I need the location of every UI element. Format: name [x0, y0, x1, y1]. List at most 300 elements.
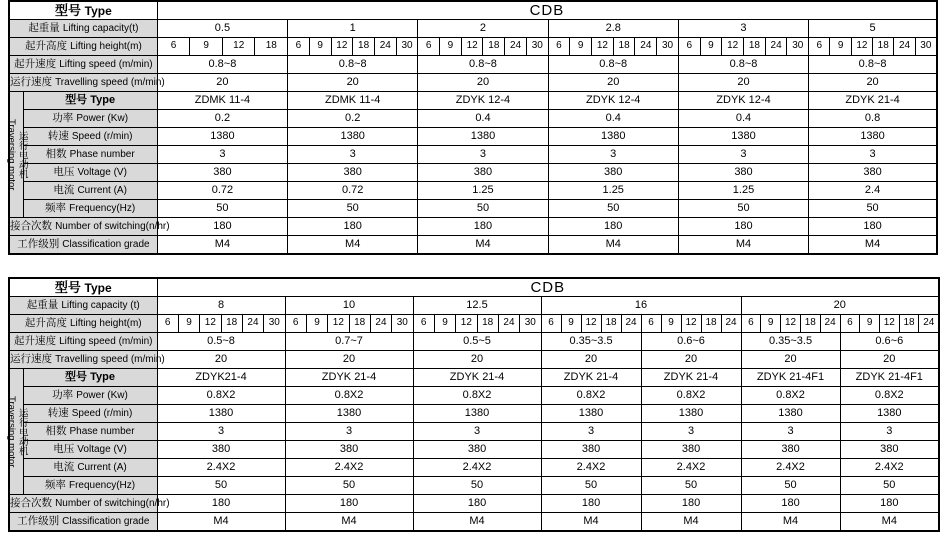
cell-grade: M4 — [641, 513, 741, 532]
cell-lift-speed: 0.6~6 — [641, 333, 741, 351]
height-value: 24 — [635, 38, 657, 55]
cell-lift-speed: 0.8~8 — [418, 56, 548, 74]
cell-capacity: 2.8 — [548, 20, 678, 38]
side-label-traversing-motor — [5, 92, 28, 218]
label-cn: 工作级别 — [17, 237, 60, 250]
cell-voltage: 380 — [288, 164, 418, 182]
cell-heights — [641, 315, 741, 333]
cell-frequency: 50 — [809, 200, 937, 218]
cell-heights — [288, 38, 418, 56]
height-grid — [414, 315, 541, 332]
row-label-speed — [23, 128, 157, 146]
cell-phase: 3 — [157, 146, 287, 164]
row-label-grade — [9, 236, 157, 255]
cell-grade: M4 — [288, 236, 418, 255]
height-value: 18 — [478, 315, 499, 332]
header-type-cell — [9, 278, 157, 297]
label-cn: 起升速度 — [14, 334, 57, 347]
cell-voltage: 380 — [541, 441, 641, 459]
cell-power: 0.4 — [418, 110, 548, 128]
header-type-cn: 型号 — [54, 279, 81, 295]
cell-phase: 3 — [840, 423, 939, 441]
height-grid — [549, 38, 678, 55]
cell-heights — [157, 38, 287, 56]
label-en: Phase number — [69, 425, 135, 437]
row-motor-type — [9, 92, 937, 110]
cell-speed: 1380 — [541, 405, 641, 423]
row-voltage — [9, 441, 939, 459]
label-en: Power (Kw) — [76, 389, 128, 401]
cell-speed: 1380 — [157, 128, 287, 146]
height-value: 24 — [375, 38, 397, 55]
label-en: Classification grade — [62, 238, 150, 250]
height-value: 9 — [662, 315, 682, 332]
height-grid — [679, 38, 808, 55]
cell-motor-type: ZDYK 12-4 — [548, 92, 678, 110]
label-cn: 功率 — [52, 388, 74, 401]
cell-heights — [418, 38, 548, 56]
height-value: 30 — [524, 317, 536, 329]
height-value: 12 — [852, 38, 873, 55]
cell-speed: 1380 — [285, 405, 413, 423]
cell-switching: 180 — [288, 218, 418, 236]
height-value: 6 — [418, 38, 440, 55]
height-value: 18 — [900, 315, 920, 332]
cell-phase: 3 — [413, 423, 541, 441]
cell-heights — [809, 38, 937, 56]
label-cn: 起升速度 — [14, 57, 57, 70]
cell-frequency: 50 — [641, 477, 741, 495]
cell-power: 0.2 — [288, 110, 418, 128]
height-value: 6 — [286, 315, 307, 332]
label-en: Classification grade — [62, 515, 150, 527]
row-speed — [9, 128, 937, 146]
cell-phase: 3 — [157, 423, 285, 441]
row-label-lift-speed — [9, 333, 157, 351]
height-grid — [286, 315, 413, 332]
height-value: 6 — [414, 315, 435, 332]
cell-motor-type: ZDYK 21-4 — [285, 369, 413, 387]
cell-travel-speed: 20 — [288, 74, 418, 92]
height-grid — [418, 38, 547, 55]
height-value: 9 — [190, 38, 223, 55]
height-value: 6 — [288, 38, 310, 55]
cell-phase: 3 — [285, 423, 413, 441]
cell-motor-type: ZDYK21-4 — [157, 369, 285, 387]
label-cn: 起升高度 — [25, 39, 68, 52]
cell-voltage: 380 — [418, 164, 548, 182]
cell-lift-speed: 0.6~6 — [840, 333, 939, 351]
height-grid — [742, 315, 840, 332]
cell-power: 0.8X2 — [840, 387, 939, 405]
cell-heights — [413, 315, 541, 333]
cell-capacity: 0.5 — [157, 20, 287, 38]
cell-voltage: 380 — [678, 164, 808, 182]
height-value: 9 — [435, 315, 456, 332]
height-value: 9 — [570, 38, 592, 55]
row-label-travel-speed — [9, 351, 165, 369]
cell-travel-speed: 20 — [157, 74, 287, 92]
cell-motor-type: ZDYK 12-4 — [418, 92, 548, 110]
height-value: 24 — [725, 317, 737, 329]
label-cn: 起重量 — [28, 21, 60, 34]
height-value: 12 — [781, 315, 801, 332]
cell-speed: 1380 — [548, 128, 678, 146]
cell-travel-speed: 20 — [678, 74, 808, 92]
cell-current: 2.4X2 — [541, 459, 641, 477]
cell-lift-speed: 0.5~5 — [413, 333, 541, 351]
cell-voltage: 380 — [413, 441, 541, 459]
height-value: 9 — [440, 38, 462, 55]
row-label-motor-type — [23, 369, 157, 387]
height-value: 6 — [742, 315, 762, 332]
row-grade — [9, 236, 937, 255]
cell-grade: M4 — [541, 513, 641, 532]
height-value: 9 — [179, 315, 200, 332]
row-motor-type — [9, 369, 939, 387]
height-value: 18 — [353, 38, 375, 55]
cell-speed: 1380 — [418, 128, 548, 146]
height-value: 30 — [531, 40, 543, 52]
cell-power: 0.8 — [809, 110, 937, 128]
cell-motor-type: ZDYK 21-4 — [413, 369, 541, 387]
cell-power: 0.8X2 — [641, 387, 741, 405]
cell-voltage: 380 — [157, 164, 287, 182]
height-value: 18 — [873, 38, 894, 55]
height-value: 6 — [158, 38, 191, 55]
cell-frequency: 50 — [288, 200, 418, 218]
height-value: 18 — [483, 38, 505, 55]
cell-motor-type: ZDMK 11-4 — [157, 92, 287, 110]
cell-frequency: 50 — [157, 200, 287, 218]
cell-motor-type: ZDYK 21-4 — [809, 92, 937, 110]
cell-power: 0.8X2 — [157, 387, 285, 405]
header-model: CDB — [157, 278, 939, 297]
spec-table-1 — [5, 0, 938, 255]
row-switching — [9, 218, 937, 236]
cell-capacity: 16 — [541, 297, 741, 315]
cell-current: 2.4X2 — [157, 459, 285, 477]
cell-switching: 180 — [541, 495, 641, 513]
label-cn: 起重量 — [26, 298, 59, 311]
label-cn: 型号 — [65, 93, 88, 106]
height-grid — [542, 315, 641, 332]
cell-speed: 1380 — [641, 405, 741, 423]
row-label-phase — [23, 423, 157, 441]
height-value: 12 — [592, 38, 614, 55]
cell-voltage: 380 — [641, 441, 741, 459]
cell-heights — [678, 38, 808, 56]
cell-switching: 180 — [548, 218, 678, 236]
label-cn: 相数 — [45, 147, 67, 160]
cell-current: 1.25 — [678, 182, 808, 200]
height-grid — [642, 315, 741, 332]
table-gap — [0, 255, 946, 277]
cell-current: 0.72 — [157, 182, 287, 200]
row-label-phase — [23, 146, 157, 164]
height-value: 9 — [830, 38, 851, 55]
height-value: 9 — [562, 315, 582, 332]
label-en: Speed (r/min) — [71, 130, 133, 142]
side-label-en: Traversing motor — [5, 395, 17, 468]
cell-travel-speed: 20 — [418, 74, 548, 92]
cell-motor-type: ZDYK 21-4 — [541, 369, 641, 387]
cell-frequency: 50 — [548, 200, 678, 218]
cell-heights — [157, 315, 285, 333]
height-value: 12 — [456, 315, 477, 332]
cell-speed: 1380 — [741, 405, 840, 423]
label-cn: 运行速度 — [10, 75, 52, 88]
cell-motor-type: ZDYK 21-4F1 — [840, 369, 939, 387]
row-power — [9, 110, 937, 128]
cell-lift-speed: 0.8~8 — [548, 56, 678, 74]
label-en: Frequency(Hz) — [68, 479, 136, 491]
row-label-frequency — [23, 200, 157, 218]
label-en: Lifting speed (m/min) — [59, 58, 153, 70]
label-en: Current (A) — [77, 184, 127, 196]
label-cn: 电流 — [53, 460, 75, 473]
row-travel-speed — [9, 74, 937, 92]
height-value: 30 — [401, 40, 413, 52]
cell-switching: 180 — [840, 495, 939, 513]
height-value: 9 — [761, 315, 781, 332]
label-en: Lifting height(m) — [70, 40, 142, 52]
cell-current: 2.4 — [809, 182, 937, 200]
cell-frequency: 50 — [285, 477, 413, 495]
height-value: 24 — [824, 317, 836, 329]
cell-lift-speed: 0.35~3.5 — [741, 333, 840, 351]
row-label-switching — [9, 218, 170, 236]
cell-speed: 1380 — [840, 405, 939, 423]
cell-lift-speed: 0.5~8 — [157, 333, 285, 351]
label-en: Lifting speed (m/min) — [59, 335, 153, 347]
height-value: 30 — [661, 40, 674, 52]
cell-grade: M4 — [285, 513, 413, 532]
cell-frequency: 50 — [541, 477, 641, 495]
cell-frequency: 50 — [678, 200, 808, 218]
row-label-capacity — [9, 20, 157, 38]
height-value: 9 — [860, 315, 880, 332]
height-value: 6 — [809, 38, 830, 55]
height-grid — [841, 315, 939, 332]
cell-capacity: 2 — [418, 20, 548, 38]
row-frequency — [9, 477, 939, 495]
label-en: Type — [90, 370, 115, 383]
cell-grade: M4 — [157, 513, 285, 532]
height-value: 18 — [222, 315, 243, 332]
cell-grade: M4 — [809, 236, 937, 255]
cell-travel-speed: 20 — [641, 351, 741, 369]
row-phase — [9, 146, 937, 164]
cell-current: 0.72 — [288, 182, 418, 200]
cell-capacity: 1 — [288, 20, 418, 38]
label-en: Phase number — [69, 148, 135, 160]
cell-travel-speed: 20 — [548, 74, 678, 92]
height-value: 18 — [744, 38, 766, 55]
cell-capacity: 20 — [741, 297, 939, 315]
cell-grade: M4 — [741, 513, 840, 532]
cell-power: 0.4 — [678, 110, 808, 128]
cell-motor-type: ZDYK 12-4 — [678, 92, 808, 110]
cell-travel-speed: 20 — [741, 351, 840, 369]
cell-voltage: 380 — [157, 441, 285, 459]
cell-current: 2.4X2 — [741, 459, 840, 477]
row-lift-speed — [9, 333, 939, 351]
height-value: 18 — [801, 315, 821, 332]
cell-switching: 180 — [157, 495, 285, 513]
cell-frequency: 50 — [741, 477, 840, 495]
row-grade — [9, 513, 939, 532]
cell-travel-speed: 20 — [413, 351, 541, 369]
height-value: 24 — [371, 315, 392, 332]
cell-travel-speed: 20 — [541, 351, 641, 369]
height-value: 18 — [350, 315, 371, 332]
label-en: Frequency(Hz) — [69, 202, 136, 214]
header-type-en: Type — [84, 3, 112, 18]
label-cn: 电流 — [53, 183, 75, 196]
cell-power: 0.8X2 — [541, 387, 641, 405]
cell-travel-speed: 20 — [157, 351, 285, 369]
cell-frequency: 50 — [157, 477, 285, 495]
label-cn: 运行速度 — [10, 352, 52, 365]
label-cn: 频率 — [45, 201, 67, 214]
cell-frequency: 50 — [418, 200, 548, 218]
cell-lift-speed: 0.8~8 — [157, 56, 287, 74]
cell-speed: 1380 — [678, 128, 808, 146]
row-label-voltage — [23, 164, 157, 182]
height-value: 30 — [396, 317, 408, 329]
label-cn: 电压 — [53, 165, 75, 178]
row-capacity — [9, 297, 939, 315]
height-value: 6 — [542, 315, 562, 332]
cell-current: 2.4X2 — [285, 459, 413, 477]
row-voltage — [9, 164, 937, 182]
cell-frequency: 50 — [840, 477, 939, 495]
cell-grade: M4 — [840, 513, 939, 532]
height-grid — [158, 315, 285, 332]
cell-phase: 3 — [741, 423, 840, 441]
label-en: Lifting capacity(t) — [62, 22, 139, 34]
label-en: Voltage (V) — [77, 443, 127, 455]
height-value: 9 — [310, 38, 332, 55]
height-value: 12 — [582, 315, 602, 332]
height-value: 24 — [243, 315, 264, 332]
cell-speed: 1380 — [288, 128, 418, 146]
height-grid — [809, 38, 936, 55]
cell-travel-speed: 20 — [285, 351, 413, 369]
label-en: Speed (r/min) — [71, 407, 133, 419]
cell-phase: 3 — [678, 146, 808, 164]
cell-phase: 3 — [418, 146, 548, 164]
height-value: 18 — [602, 315, 622, 332]
height-value: 24 — [499, 315, 520, 332]
cell-current: 2.4X2 — [641, 459, 741, 477]
label-cn: 电压 — [53, 442, 75, 455]
cell-grade: M4 — [418, 236, 548, 255]
side-label-cn: 运行电动机 — [16, 407, 28, 456]
label-cn: 起升高度 — [24, 316, 67, 329]
cell-phase: 3 — [548, 146, 678, 164]
cell-switching: 180 — [285, 495, 413, 513]
height-value: 30 — [920, 40, 932, 52]
label-en: Lifting capacity (t) — [61, 299, 140, 311]
row-switching — [9, 495, 939, 513]
row-label-frequency — [23, 477, 157, 495]
side-label-en: Traversing motor — [5, 118, 17, 191]
row-label-speed — [23, 405, 157, 423]
cell-travel-speed: 20 — [840, 351, 939, 369]
cell-switching: 180 — [641, 495, 741, 513]
header-model: CDB — [157, 1, 937, 20]
label-en: Number of switching(n/hr) — [55, 497, 170, 509]
row-phase — [9, 423, 939, 441]
height-value: 30 — [268, 317, 280, 329]
cell-current: 2.4X2 — [840, 459, 939, 477]
cell-voltage: 380 — [548, 164, 678, 182]
cell-lift-speed: 0.8~8 — [809, 56, 937, 74]
height-value: 9 — [701, 38, 723, 55]
row-height — [9, 315, 939, 333]
cell-grade: M4 — [678, 236, 808, 255]
cell-grade: M4 — [157, 236, 287, 255]
label-cn: 功率 — [52, 111, 74, 124]
row-travel-speed — [9, 351, 939, 369]
height-value: 12 — [223, 38, 256, 55]
cell-voltage: 380 — [840, 441, 939, 459]
row-label-motor-type — [23, 92, 157, 110]
height-value: 18 — [702, 315, 722, 332]
label-cn: 转速 — [47, 129, 69, 142]
cell-heights — [541, 315, 641, 333]
height-value: 12 — [722, 38, 744, 55]
row-speed — [9, 405, 939, 423]
cell-phase: 3 — [288, 146, 418, 164]
height-value: 12 — [682, 315, 702, 332]
label-en: Number of switching(n/hr) — [55, 220, 170, 232]
cell-current: 1.25 — [548, 182, 678, 200]
height-value: 12 — [328, 315, 349, 332]
height-value: 12 — [880, 315, 900, 332]
cell-power: 0.8X2 — [285, 387, 413, 405]
row-label-capacity — [9, 297, 157, 315]
height-value: 6 — [549, 38, 571, 55]
cell-switching: 180 — [413, 495, 541, 513]
label-en: Lifting height(m) — [69, 317, 142, 329]
row-label-voltage — [23, 441, 157, 459]
row-label-height — [9, 38, 157, 56]
cell-switching: 180 — [418, 218, 548, 236]
row-label-power — [23, 110, 157, 128]
header-type-cn: 型号 — [55, 2, 82, 18]
cell-capacity: 5 — [809, 20, 937, 38]
cell-switching: 180 — [157, 218, 287, 236]
cell-capacity: 8 — [157, 297, 285, 315]
cell-capacity: 12.5 — [413, 297, 541, 315]
cell-capacity: 10 — [285, 297, 413, 315]
cell-heights — [741, 315, 840, 333]
cell-frequency: 50 — [413, 477, 541, 495]
table-header-row — [9, 1, 937, 20]
height-value: 24 — [923, 317, 935, 329]
height-value: 12 — [200, 315, 221, 332]
height-value: 24 — [505, 38, 527, 55]
cell-speed: 1380 — [809, 128, 937, 146]
height-value: 24 — [625, 317, 637, 329]
cell-switching: 180 — [678, 218, 808, 236]
row-label-grade — [9, 513, 157, 532]
height-value: 9 — [307, 315, 328, 332]
row-height — [9, 38, 937, 56]
